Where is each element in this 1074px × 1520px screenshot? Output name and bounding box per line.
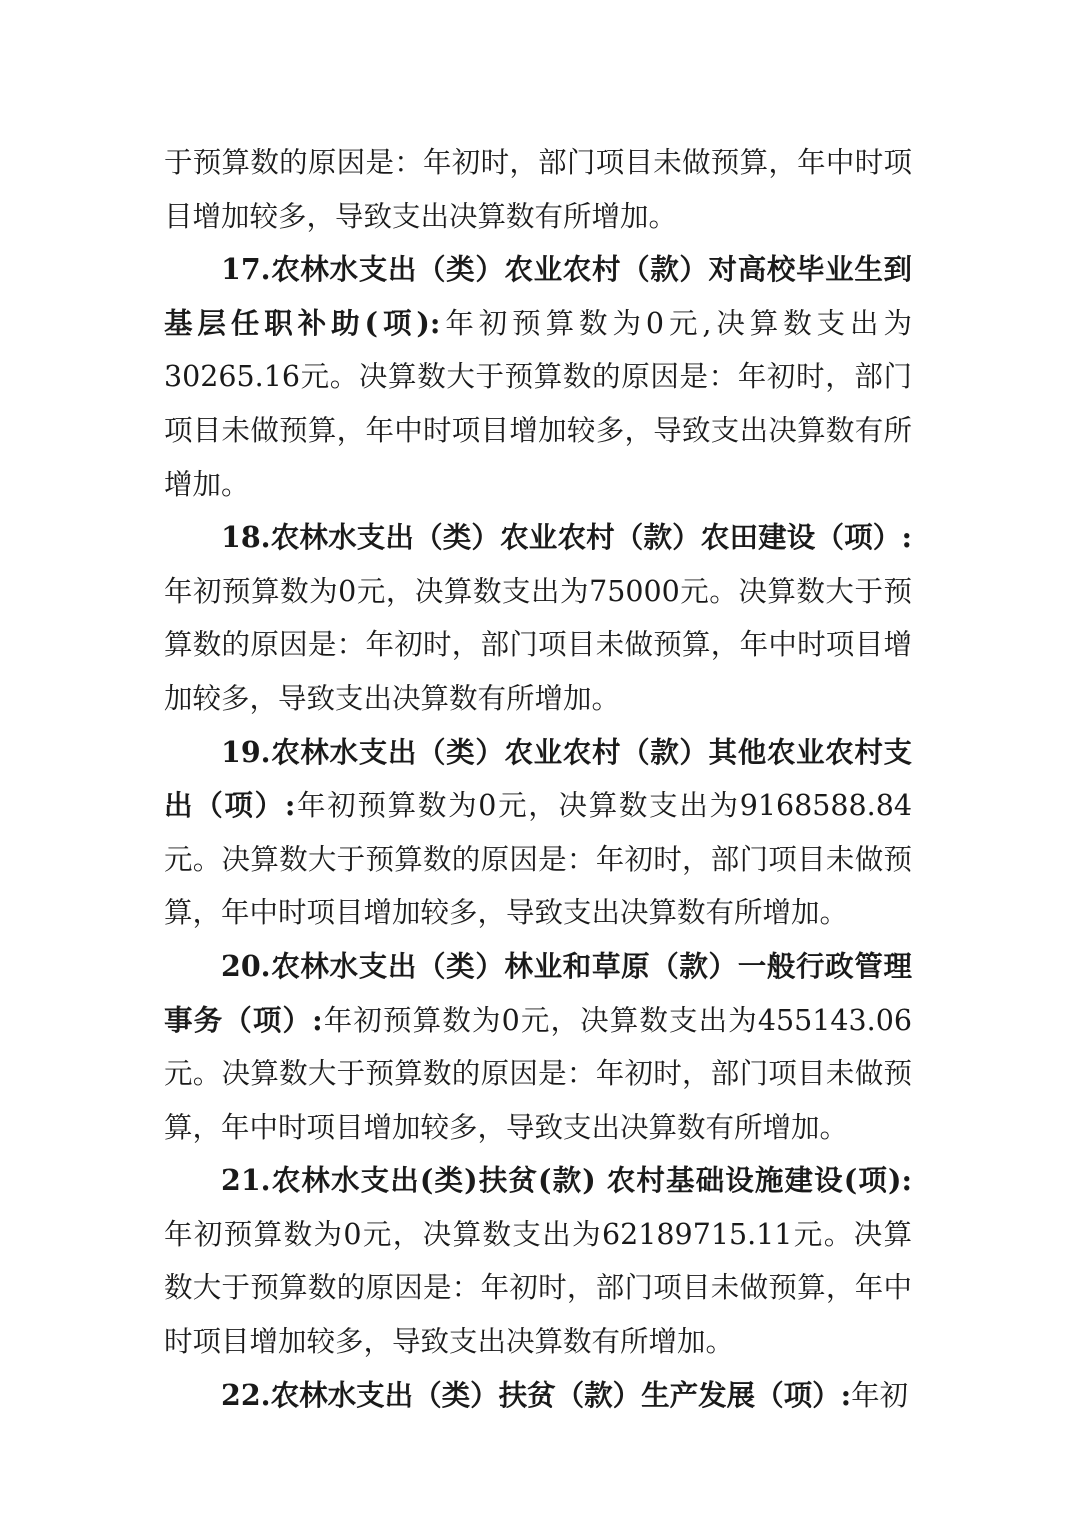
paragraph-body: 年初 — [851, 1378, 909, 1412]
paragraph-heading: 22.农林水支出（类）扶贫（款）生产发展（项）: — [221, 1377, 852, 1412]
paragraph-heading: 20.农林水支出（类）林业和草原（款）一般行政管理事务（项）: — [164, 948, 912, 1037]
paragraph-heading: 21.农林水支出(类)扶贫(款) 农村基础设施建设(项): — [221, 1163, 912, 1198]
paragraph-item-17 — [164, 243, 912, 511]
document-body — [164, 136, 912, 1422]
paragraph-item-20 — [164, 940, 912, 1154]
paragraph-body: 年初预算数为0元，决算数支出为9168588.84元。决算数大于预算数的原因是：年初时，部门项目未做预算，年中时项目增加较多，导致支出决算数有所增加。 — [164, 789, 912, 930]
paragraph-item-18 — [164, 511, 912, 725]
paragraph-heading: 18.农林水支出（类）农业农村（款）农田建设（项）: — [221, 520, 912, 555]
paragraph-heading: 17.农林水支出（类）农业农村（款）对高校毕业生到基层任职补助(项): — [164, 252, 912, 340]
paragraph-item-22 — [164, 1369, 912, 1423]
paragraph-item-21 — [164, 1154, 912, 1368]
paragraph-body: 年初预算数为0元，决算数支出为62189715.11元。决算数大于预算数的原因是：年初时，部门项目未做预算，年中时项目增加较多，导致支出决算数有所增加。 — [164, 1217, 912, 1359]
paragraph-item-19 — [164, 726, 912, 940]
paragraph-body: 于预算数的原因是：年初时，部门项目未做预算，年中时项目增加较多，导致支出决算数有所增加。 — [164, 146, 912, 233]
paragraph-heading: 19.农林水支出（类）农业农村（款）其他农业农村支出（项）: — [164, 734, 912, 823]
paragraph-continuation — [164, 136, 912, 243]
paragraph-body: 年初预算数为0元，决算数支出为75000元。决算数大于预算数的原因是：年初时，部门项目未做预算，年中时项目增加较多，导致支出决算数有所增加。 — [164, 574, 912, 715]
paragraph-body: 年初预算数为0元,决算数支出为30265.16元。决算数大于预算数的原因是：年初时，部门项目未做预算，年中时项目增加较多，导致支出决算数有所增加。 — [164, 306, 912, 501]
paragraph-body: 年初预算数为0元，决算数支出为455143.06元。决算数大于预算数的原因是：年初时，部门项目未做预算，年中时项目增加较多，导致支出决算数有所增加。 — [164, 1003, 912, 1144]
